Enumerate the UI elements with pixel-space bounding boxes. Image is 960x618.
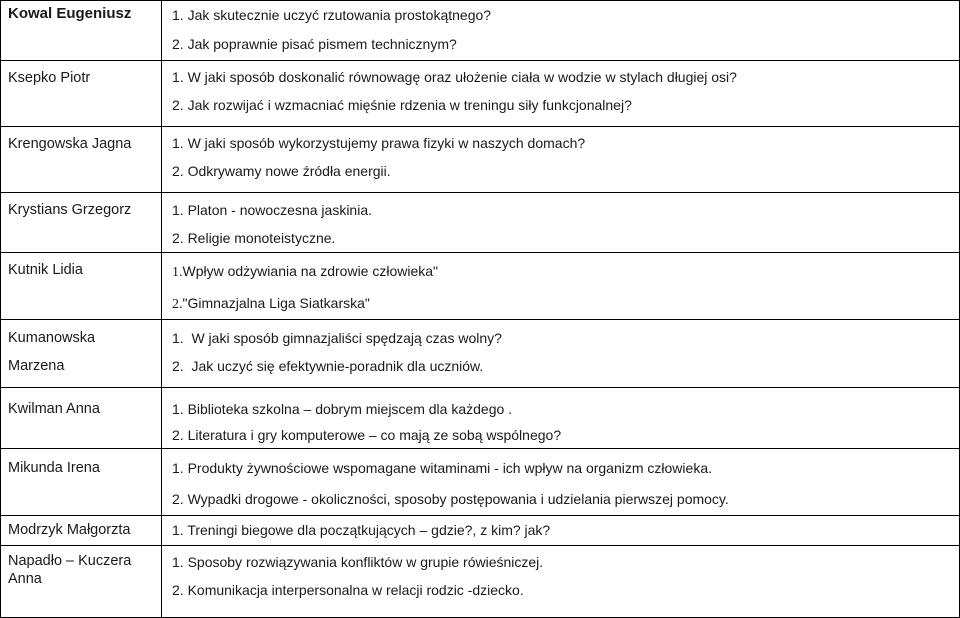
teacher-name-cell [1, 516, 162, 546]
topic-item: 1. W jaki sposób wykorzystujemy prawa fizyki w naszych domach? [172, 135, 586, 151]
teacher-name-cell [1, 546, 162, 618]
table-row [1, 127, 960, 193]
teacher-name: Anna [8, 571, 42, 587]
teacher-name-cell [1, 320, 162, 388]
topic-text: Wpływ odżywiania na zdrowie człowieka" [182, 263, 439, 279]
teacher-name: Krystians Grzegorz [8, 202, 132, 218]
topic-item [162, 253, 959, 287]
teacher-name: Modrzyk Małgorzta [8, 522, 131, 538]
topics-cell [162, 127, 960, 193]
topics-cell [162, 61, 960, 127]
table-row [1, 449, 960, 516]
topic-item [162, 287, 959, 319]
teacher-name: Ksepko Piotr [8, 70, 91, 86]
teacher-name: Mikunda Irena [8, 460, 100, 476]
table-row [1, 516, 960, 546]
topic-item: 2. Religie monoteistyczne. [172, 230, 336, 246]
teacher-name: Kwilman Anna [8, 401, 100, 417]
topics-cell [162, 516, 960, 546]
teacher-name: Kowal Eugeniusz [8, 5, 132, 22]
topics-cell [162, 320, 960, 388]
topic-number: 2. [172, 297, 183, 312]
teacher-name: Krengowska Jagna [8, 136, 132, 152]
teacher-name-cell [1, 449, 162, 516]
table-row [1, 193, 960, 253]
topic-item: 2. Wypadki drogowe - okoliczności, sposoby postępowania i udzielania pierwszej pomocy. [172, 491, 729, 507]
topic-item: 1. Treningi biegowe dla początkujących – gdzie?, z kim? jak? [172, 522, 551, 538]
table-row [1, 253, 960, 320]
table-row [1, 61, 960, 127]
teacher-name-cell [1, 1, 162, 61]
topic-item: 1. Sposoby rozwiązywania konfliktów w grupie rówieśniczej. [172, 554, 544, 570]
topics-cell [162, 253, 960, 320]
topic-item: 2. Jak poprawnie pisać pismem technicznym? [172, 36, 457, 52]
teacher-name: Kumanowska [8, 330, 96, 346]
teacher-name: Napadło – Kuczera [8, 553, 132, 569]
topic-item: 2. Jak rozwijać i wzmacniać mięśnie rdzenia w treningu siły funkcjonalnej? [172, 97, 632, 113]
topics-cell [162, 546, 960, 618]
topics-cell [162, 388, 960, 449]
teacher-name-cell [1, 388, 162, 449]
teacher-name-cell [1, 127, 162, 193]
topic-number: 1. [172, 265, 183, 280]
topic-item: 2. Jak uczyć się efektywnie-poradnik dla uczniów. [172, 358, 484, 374]
topic-item: 1. W jaki sposób gimnazjaliści spędzają czas wolny? [172, 330, 502, 346]
topic-item: 1. Biblioteka szkolna – dobrym miejscem dla każdego . [172, 401, 513, 417]
topic-text: "Gimnazjalna Liga Siatkarska" [182, 295, 370, 311]
teacher-name: Marzena [8, 358, 65, 374]
teacher-name-cell [1, 253, 162, 320]
teacher-name-cell [1, 193, 162, 253]
topics-cell [162, 193, 960, 253]
topic-item: 1. Platon - nowoczesna jaskinia. [172, 202, 372, 218]
topic-item: 2. Odkrywamy nowe źródła energii. [172, 163, 391, 179]
table-row [1, 546, 960, 618]
teacher-name: Kutnik Lidia [8, 262, 83, 278]
teacher-name-cell [1, 61, 162, 127]
topics-cell [162, 449, 960, 516]
table-row [1, 320, 960, 388]
topic-item: 1. Produkty żywnościowe wspomagane witaminami - ich wpływ na organizm człowieka. [172, 460, 712, 476]
table-row [1, 388, 960, 449]
table-row [1, 1, 960, 61]
topic-item: 2. Komunikacja interpersonalna w relacji rodzic -dziecko. [172, 582, 524, 598]
topics-cell [162, 1, 960, 61]
topic-item: 1. Jak skutecznie uczyć rzutowania prostokątnego? [172, 7, 492, 23]
topic-item: 2. Literatura i gry komputerowe – co mają ze sobą wspólnego? [172, 427, 562, 443]
topic-item: 1. W jaki sposób doskonalić równowagę oraz ułożenie ciała w wodzie w stylach długiej osi? [172, 69, 737, 85]
